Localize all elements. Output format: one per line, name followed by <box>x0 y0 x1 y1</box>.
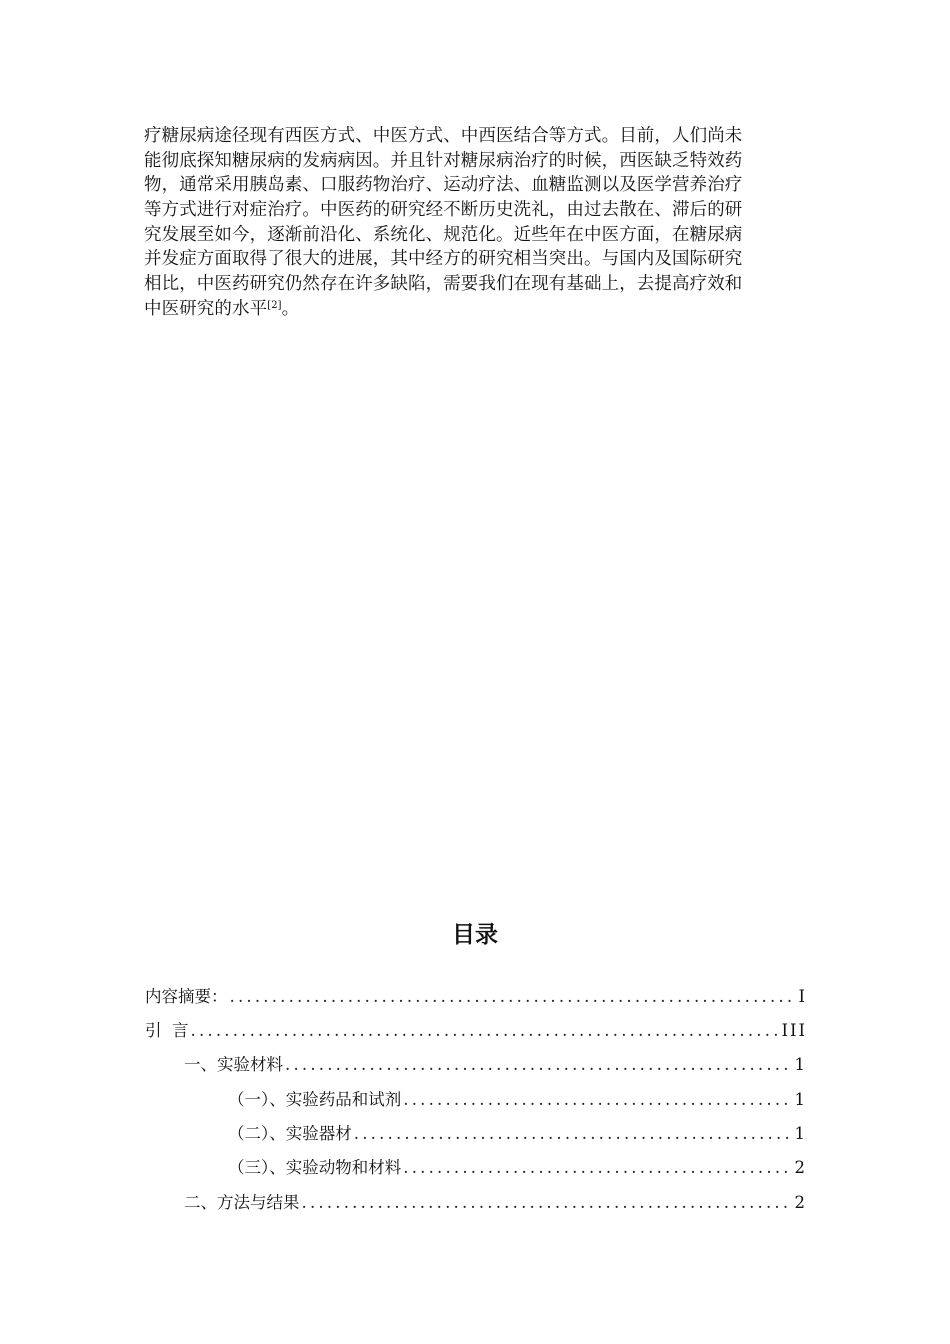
toc-entry-abstract[interactable] <box>145 985 807 1009</box>
toc-title: 目录 <box>452 922 498 948</box>
toc-entry-equipment[interactable] <box>228 1122 807 1146</box>
paragraph-last-line-end: 。 <box>281 298 300 319</box>
toc-dot-leader <box>230 985 797 1009</box>
toc-entry-label: 一、实验材料 <box>184 1055 283 1074</box>
toc-dot-leader <box>403 1156 792 1180</box>
paragraph-line: 物，通常采用胰岛素、口服药物治疗、运动疗法、血糖监测以及医学营养治疗 <box>144 175 743 196</box>
toc-entry-methods-results[interactable] <box>184 1191 807 1215</box>
toc-page-number: 2 <box>794 1193 807 1212</box>
toc-entry-label: 内容摘要： <box>145 987 228 1006</box>
toc-page-number: 1 <box>794 1090 807 1109</box>
toc-entry-introduction[interactable] <box>145 1019 807 1043</box>
paragraph-line: 等方式进行对症治疗。中医药的研究经不断历史洗礼，由过去散在、滞后的研 <box>144 200 743 221</box>
toc-entry-drugs-reagents[interactable] <box>228 1088 807 1112</box>
toc-entry-label: 二、方法与结果 <box>184 1193 300 1212</box>
paragraph-line: 并发症方面取得了很大的进展，其中经方的研究相当突出。与国内及国际研究 <box>144 249 743 270</box>
paragraph-line: 疗糖尿病途径现有西医方式、中医方式、中西医结合等方式。目前，人们尚未 <box>144 126 743 146</box>
paragraph-line: 究发展至如今，逐渐前沿化、系统化、规范化。近些年在中医方面，在糖尿病 <box>144 224 743 245</box>
paragraph-line: 能彻底探知糖尿病的发病病因。并且针对糖尿病治疗的时候，西医缺乏特效药 <box>144 150 743 171</box>
paragraph-last-line-text: 中医研究的水平 <box>144 298 268 319</box>
toc-entry-label: （二）、实验器材 <box>228 1124 352 1143</box>
toc-entry-animals-materials[interactable] <box>228 1156 807 1180</box>
toc-page-number: 1 <box>794 1055 807 1074</box>
toc-dot-leader <box>354 1122 793 1146</box>
toc-page-number: III <box>781 1021 807 1040</box>
toc-page-number: I <box>798 987 807 1006</box>
toc-entry-label: （一）、实验药品和试剂 <box>228 1090 402 1109</box>
toc-dot-leader <box>191 1019 780 1043</box>
toc-entry-materials[interactable] <box>184 1053 807 1077</box>
toc-page-number: 1 <box>794 1124 807 1143</box>
paragraph-line: 相比，中医药研究仍然存在许多缺陷，需要我们在现有基础上，去提高疗效和 <box>144 274 743 295</box>
citation-reference[interactable]: [2] <box>267 299 282 311</box>
toc-entry-label: （三）、实验动物和材料 <box>228 1158 402 1177</box>
toc-dot-leader <box>302 1191 793 1215</box>
toc-dot-leader <box>403 1088 792 1112</box>
toc-page-number: 2 <box>794 1158 807 1177</box>
toc-entry-label: 引 言 <box>145 1021 189 1040</box>
toc-dot-leader <box>285 1053 793 1077</box>
paragraph-last-line <box>144 297 808 322</box>
body-paragraph <box>144 124 808 322</box>
